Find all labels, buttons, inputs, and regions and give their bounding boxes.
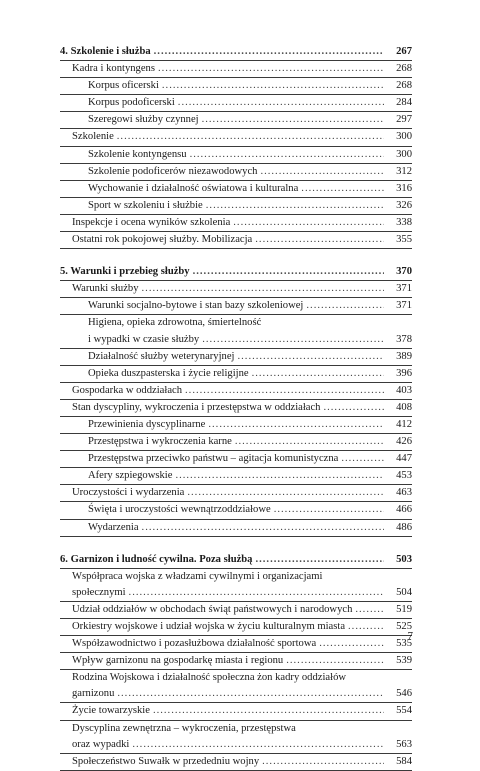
toc-page-number: 426 [396,436,412,448]
toc-entry-title: Przewinienia dyscyplinarne [88,418,206,430]
dot-leader [117,686,384,702]
toc-page-number: 371 [396,283,412,295]
toc-entry-title: Współzawodnictwo i pozasłużbowa działalność sportowa [72,638,317,650]
toc-page-number: 546 [396,688,412,700]
dot-leader [117,129,384,145]
toc-entry-title: Wpływ garnizonu na gospodarkę miasta i regionu [72,655,284,667]
toc-page-number: 396 [396,367,412,379]
dot-leader [238,349,385,365]
toc-line [72,721,412,737]
toc-page-number: 338 [396,216,412,228]
toc-entry-title: Wychowanie i działalność oświatowa i kulturalna [88,182,299,194]
dot-leader [319,636,384,652]
toc-page-number: 300 [396,131,412,143]
toc-line [72,636,412,652]
toc-entry-title: społecznymi [72,586,126,598]
dot-leader [348,619,384,635]
toc-page-number: 312 [396,165,412,177]
toc-subentry [60,417,412,434]
toc-entry [60,721,412,754]
toc-page-number: 504 [396,586,412,598]
toc-entry-title: Orkiestry wojskowe i udział wojska w życiu kulturalnym miasta [72,621,346,632]
toc-entry-title: Ostatni rok pokojowej służby. Mobilizacja [72,234,253,246]
toc-entry [60,61,412,78]
toc-entry-title: Wydarzenia [88,521,139,533]
toc-page-number: 453 [396,470,412,482]
toc-entry-title: Warunki socjalno-bytowe i stan bazy szkoleniowej [88,300,304,312]
toc-line [88,502,412,518]
toc-entry-title: Sport w szkoleniu i służbie [88,199,203,211]
dot-leader [206,198,384,214]
toc-line [72,215,412,231]
toc-line [72,653,412,669]
toc-page-number: 503 [396,553,412,565]
toc-entry-title: 5. Warunki i przebieg służby [60,266,190,278]
dot-leader [255,552,384,568]
dot-leader [202,332,384,348]
toc-line [72,61,412,77]
dot-leader [208,417,384,433]
toc-entry-title: Szkolenie podoficerów niezawodowych [88,165,258,177]
toc-line [88,520,412,536]
dot-leader [158,61,384,77]
toc-entry-title: Szeregowi służby czynnej [88,114,199,126]
toc-line [88,366,412,382]
toc-line [88,95,412,111]
dot-leader [154,44,384,60]
toc-page-number: 284 [396,97,412,109]
toc-line [72,686,412,702]
toc-page-number: 371 [396,300,412,312]
toc-subentry [60,181,412,198]
toc-line [72,670,412,686]
toc-entry-title: Inspekcje i ocena wyników szkolenia [72,216,231,228]
toc-entry [60,703,412,720]
toc-line [88,315,412,331]
dot-leader [255,232,384,248]
dot-leader [260,164,384,180]
dot-leader [301,181,384,197]
toc-line [88,181,412,197]
toc-page-number: 554 [396,705,412,717]
dot-leader [129,585,384,601]
toc-entry-title: Uroczystości i wydarzenia [72,487,185,499]
toc-entry [60,232,412,249]
toc-page-number: 370 [396,266,412,278]
toc-subentry [60,366,412,383]
toc-line [88,349,412,365]
toc-line [72,602,412,618]
toc-subentry [60,349,412,366]
toc-line [88,417,412,433]
toc-page-number: 408 [396,401,412,413]
toc-entry [60,602,412,619]
toc-entry-title: Życie towarzyskie [72,705,150,717]
toc-line [72,619,412,635]
toc-entry-title: Społeczeństwo Suwałk w przededniu wojny [72,755,260,767]
toc-line [72,485,412,501]
toc-entry-title: 4. Szkolenie i służba [60,46,151,57]
toc-section-heading [60,44,412,61]
dot-leader [190,147,384,163]
toc-page-number: 463 [396,487,412,499]
toc-subentry [60,198,412,215]
toc-line [88,78,412,94]
toc-line [88,451,412,467]
toc-section-heading [60,552,412,569]
toc-page-number: 403 [396,384,412,396]
toc-page-number: 584 [396,755,412,767]
toc-page-number: 316 [396,182,412,194]
dot-leader [323,400,384,416]
toc-entry-title: Warunki służby [72,283,139,295]
toc-page-number: 412 [396,418,412,430]
toc-entry [60,653,412,670]
dot-leader [286,653,384,669]
toc-page-number: 525 [396,621,412,632]
toc-entry [60,485,412,502]
dot-leader [153,703,384,719]
toc-page-number: 300 [396,148,412,160]
toc-entry [60,281,412,298]
toc-page-number: 519 [396,603,412,615]
toc-subentry [60,95,412,112]
toc-entry [60,129,412,146]
toc-page-number: 535 [396,638,412,650]
toc-entry-title: Afery szpiegowskie [88,470,173,482]
dot-leader [178,95,384,111]
toc-page-number: 563 [396,738,412,750]
toc-line [72,129,412,145]
dot-leader [274,502,384,518]
toc-entry-title: Rodzina Wojskowa i działalność społeczna żon kadry oddziałów [72,672,347,684]
section-gap [60,537,412,552]
toc-page-number: 267 [396,46,412,57]
toc-line [88,198,412,214]
toc-entry-title: Współpraca wojska z władzami cywilnymi i organizacjami [72,570,323,582]
toc-entry [60,619,412,636]
toc-entry [60,636,412,653]
toc-page-number: 268 [396,63,412,75]
toc-entry-title: Szkolenie [72,131,114,143]
toc-entry [60,754,412,771]
toc-page-number: 268 [396,80,412,92]
toc-entry-title: 6. Garnizon i ludność cywilna. Poza służbą [60,553,253,565]
toc-line [60,44,412,60]
toc-page-number: 355 [396,234,412,246]
toc-entry-title: garnizonu [72,688,115,700]
toc-subentry [60,147,412,164]
toc-entry-title: Kadra i kontyngens [72,63,155,75]
toc-subentry [60,468,412,485]
dot-leader [252,366,384,382]
toc-line [72,737,412,753]
toc-subentry [60,434,412,451]
toc-entry [60,215,412,232]
toc-line [88,332,412,348]
table-of-contents [60,44,412,771]
toc-entry-title: Szkolenie kontyngensu [88,148,187,160]
toc-page-number: 378 [396,333,412,345]
toc-entry-title: Przestępstwa przeciwko państwu – agitacja komunistyczna [88,453,339,465]
dot-leader [233,215,384,231]
section-gap [60,249,412,264]
toc-subentry [60,502,412,519]
dot-leader [341,451,384,467]
toc-line [72,569,412,585]
dot-leader [162,78,384,94]
toc-page-number: 539 [396,655,412,667]
dot-leader [142,281,384,297]
toc-line [72,232,412,248]
toc-subentry [60,315,412,348]
dot-leader [262,754,384,770]
toc-entry-title: i wypadki w czasie służby [88,333,200,345]
toc-line [72,703,412,719]
toc-page-number: 389 [396,350,412,362]
toc-line [88,164,412,180]
dot-leader [235,434,384,450]
toc-entry-title: Udział oddziałów w obchodach świąt państwowych i narodowych [72,603,353,615]
toc-subentry [60,520,412,537]
toc-entry-title: Korpus oficerski [88,80,159,92]
toc-entry [60,400,412,417]
toc-entry-title: Higiena, opieka zdrowotna, śmiertelność [88,317,262,329]
dot-leader [142,520,384,536]
toc-entry-title: Stan dyscypliny, wykroczenia i przestępstwa w oddziałach [72,401,321,413]
dot-leader [187,485,384,501]
toc-section-heading [60,264,412,281]
toc-entry-title: Gospodarka w oddziałach [72,384,183,396]
toc-page-number: 447 [396,453,412,465]
toc-line [72,754,412,770]
toc-entry [60,670,412,703]
toc-entry-title: Dyscyplina zewnętrzna – wykroczenia, przestępstwa [72,722,296,734]
toc-line [60,552,412,568]
toc-entry-title: Święta i uroczystości wewnątrzoddziałowe [88,504,271,516]
dot-leader [132,737,384,753]
toc-subentry [60,451,412,468]
toc-subentry [60,112,412,129]
toc-line [72,281,412,297]
toc-page-number: 326 [396,199,412,211]
toc-line [60,264,412,280]
dot-leader [202,112,384,128]
dot-leader [355,602,384,618]
toc-page-number: 466 [396,504,412,516]
toc-subentry [60,164,412,181]
dot-leader [306,298,384,314]
toc-entry-title: Opieka duszpasterska i życie religijne [88,367,249,379]
toc-line [88,468,412,484]
toc-line [88,434,412,450]
toc-line [72,383,412,399]
dot-leader [175,468,384,484]
toc-subentry [60,298,412,315]
page-number: 7 [407,630,413,642]
toc-entry-title: Przestępstwa i wykroczenia karne [88,436,232,448]
dot-leader [193,264,384,280]
toc-entry [60,569,412,602]
toc-entry-title: oraz wypadki [72,738,130,750]
toc-line [72,585,412,601]
toc-line [88,147,412,163]
toc-entry-title: Korpus podoficerski [88,97,175,109]
toc-line [88,112,412,128]
toc-entry-title: Działalność służby weterynaryjnej [88,350,235,362]
dot-leader [185,383,384,399]
toc-line [72,400,412,416]
toc-line [88,298,412,314]
toc-page-number: 486 [396,521,412,533]
toc-entry [60,383,412,400]
toc-subentry [60,78,412,95]
toc-page-number: 297 [396,114,412,126]
